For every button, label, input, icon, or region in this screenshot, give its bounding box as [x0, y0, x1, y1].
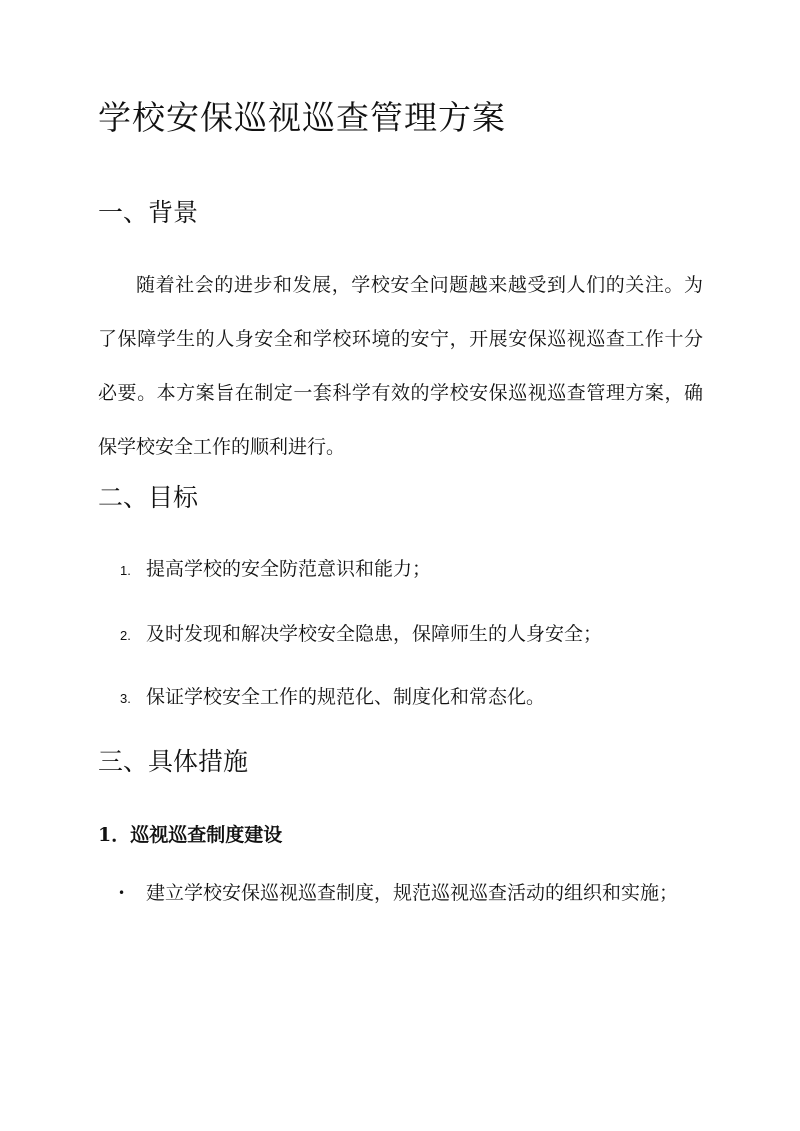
section-heading-background: 一、背景: [98, 198, 199, 227]
goal-list-item: [120, 554, 431, 581]
goal-list-item: [120, 619, 602, 646]
section-heading-measures: 三、具体措施: [98, 747, 249, 776]
measure-bullet-item: [118, 866, 703, 920]
goal-text: 保证学校安全工作的规范化、制度化和常态化。: [146, 686, 546, 708]
goal-text: 及时发现和解决学校安全隐患，保障师生的人身安全；: [146, 623, 603, 645]
goal-text: 提高学校的安全防范意识和能力；: [146, 558, 432, 580]
section-heading-goals: 二、目标: [98, 483, 199, 512]
background-paragraph: 随着社会的进步和发展，学校安全问题越来越受到人们的关注。为了保障学生的人身安全和学校环境的安宁，开展安保巡视巡查工作十分必要。本方案旨在制定一套科学有效的学校安保巡视巡查管理方案，确保学校安全工作的顺利进行。: [98, 274, 703, 458]
bullet-icon: •: [118, 886, 126, 900]
goal-number: 1.: [120, 562, 131, 578]
goal-number: 3.: [120, 690, 131, 706]
measure-bullet-text: 建立学校安保巡视巡查制度，规范巡视巡查活动的组织和实施；: [146, 882, 679, 904]
subsection-heading-patrol-system: 1．巡视巡查制度建设: [98, 824, 283, 846]
goal-number: 2.: [120, 627, 131, 643]
goal-list-item: [120, 682, 545, 709]
document-title: 学校安保巡视巡查管理方案: [98, 98, 506, 137]
